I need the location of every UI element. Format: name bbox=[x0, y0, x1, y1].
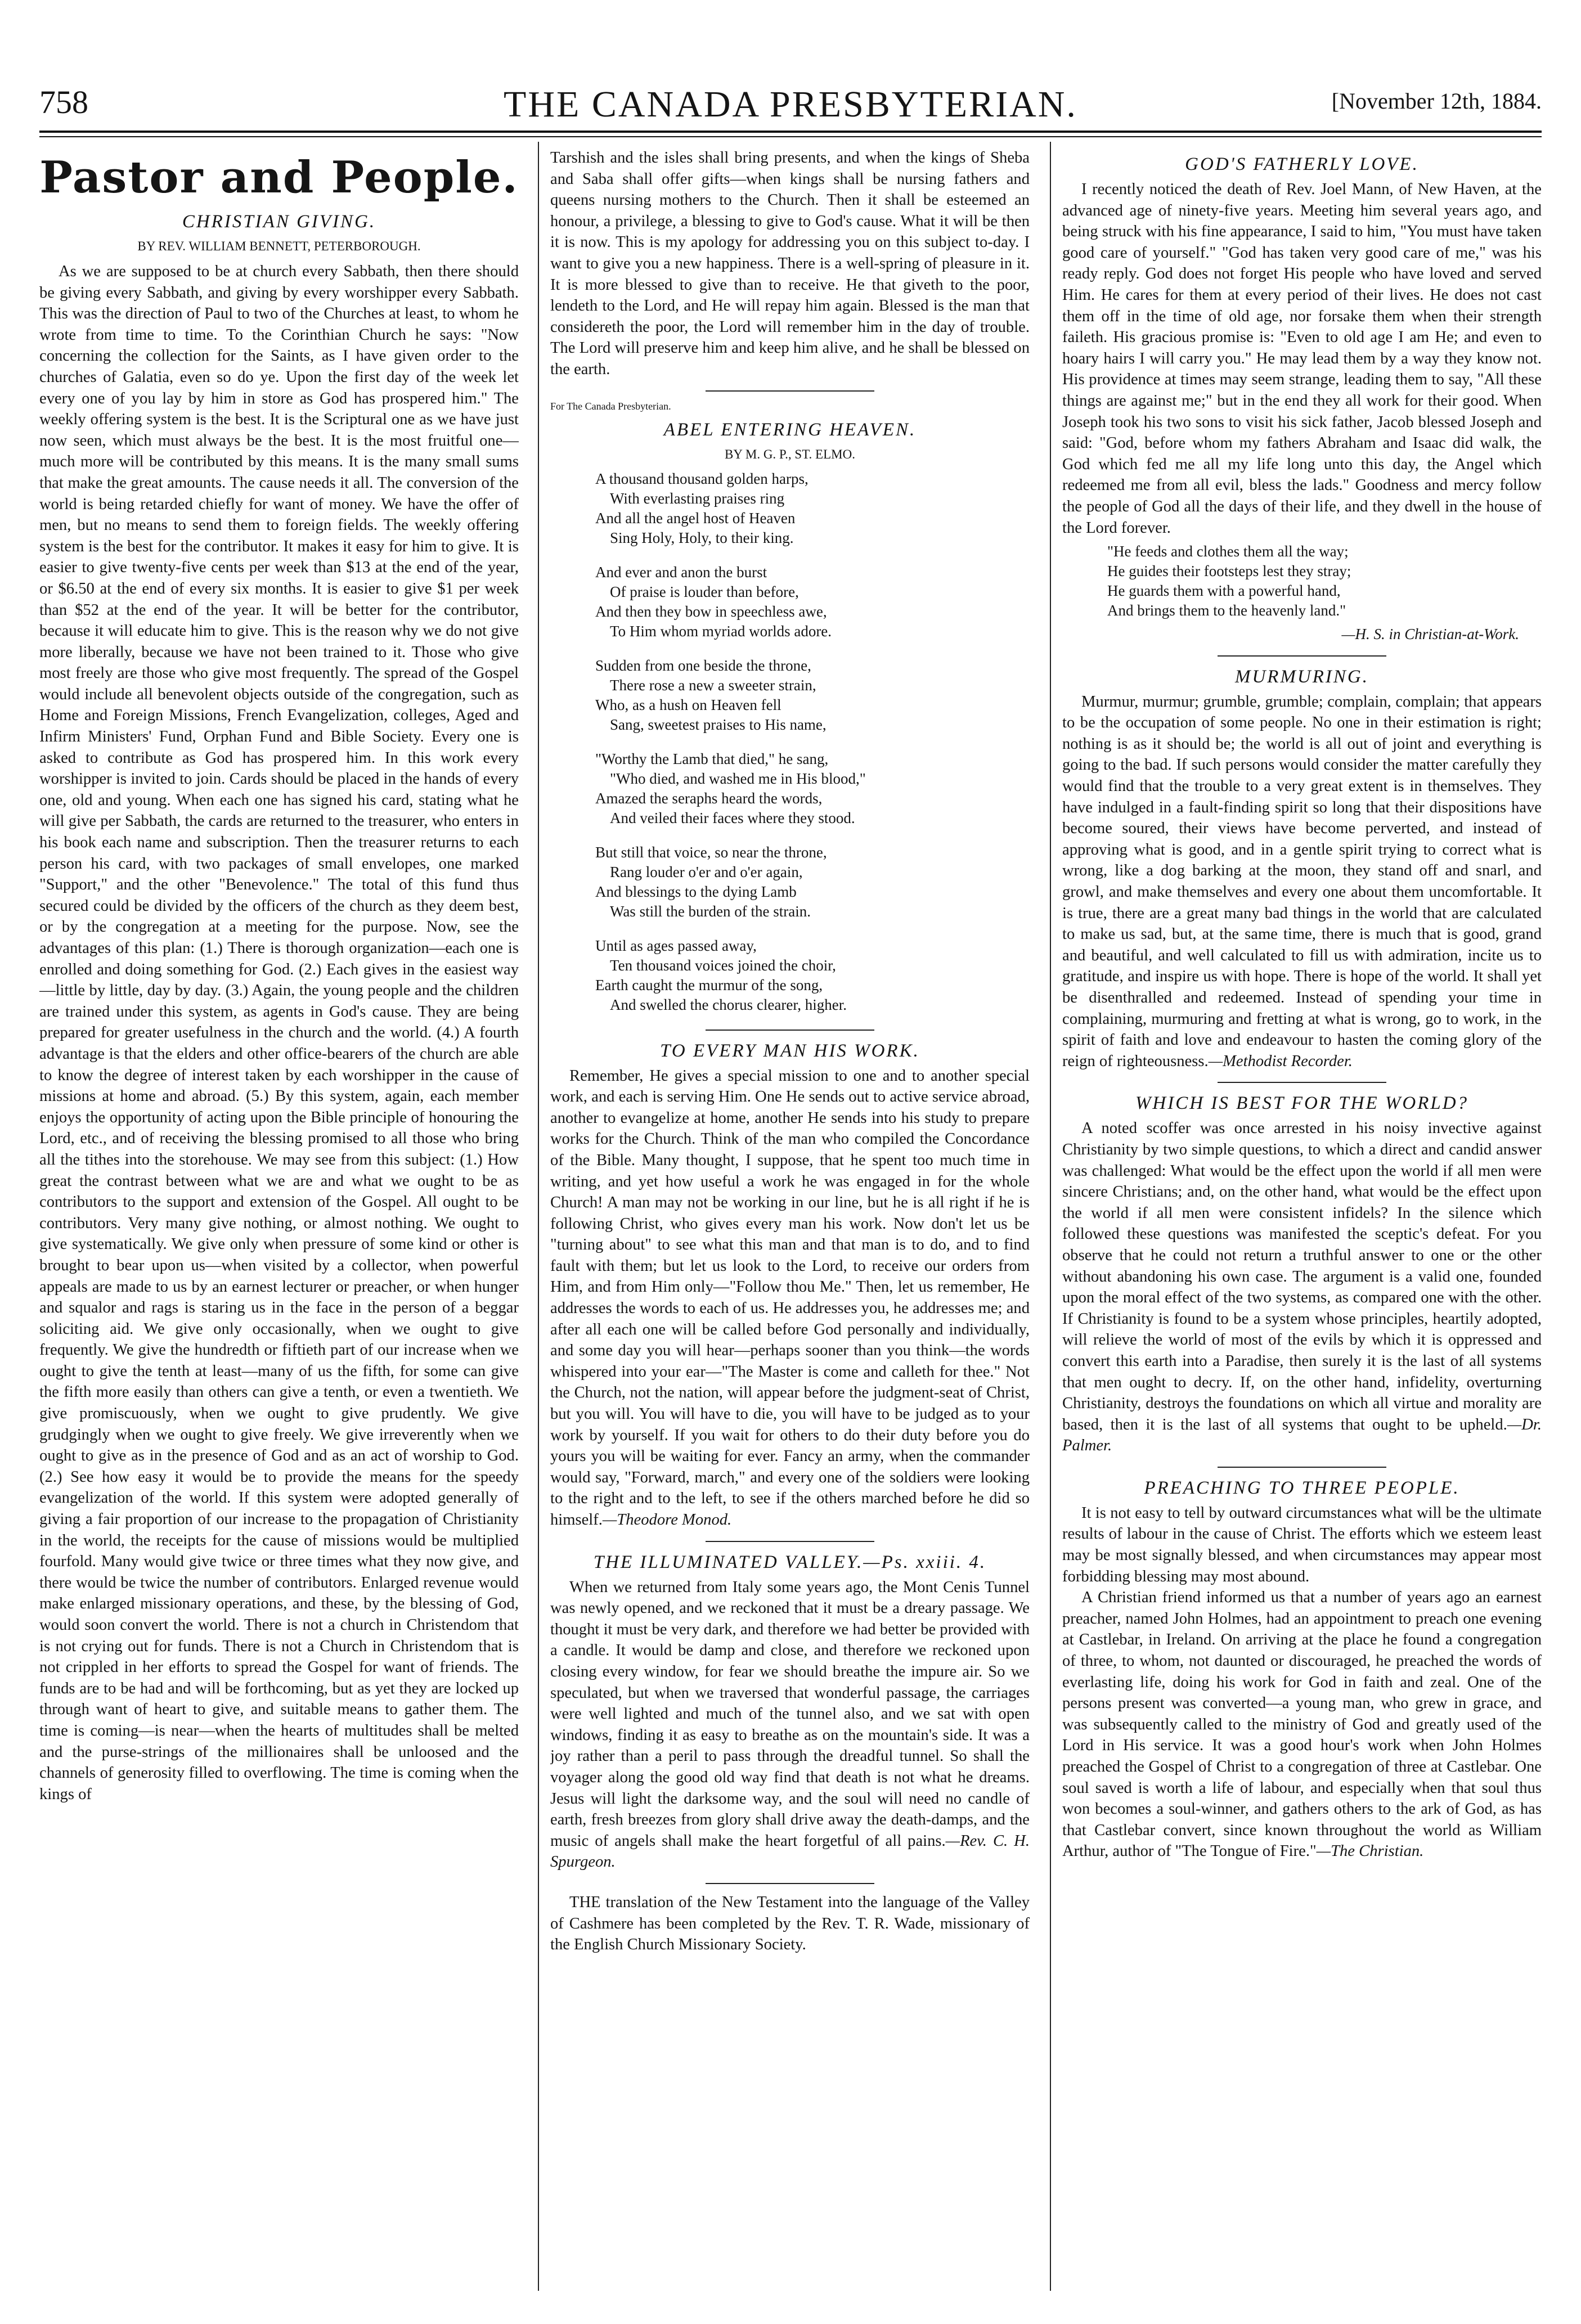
column-1 bbox=[39, 147, 519, 2291]
article-title: THE ILLUMINATED VALLEY.—Ps. xxiii. 4. bbox=[593, 1552, 987, 1572]
section-rule bbox=[1218, 1467, 1386, 1468]
poem-stanza bbox=[595, 656, 1030, 735]
poem-line: And then they bow in speechless awe, bbox=[595, 603, 827, 620]
poem-line: Was still the burden of the strain. bbox=[610, 902, 811, 920]
poem bbox=[595, 469, 1030, 1015]
poem-line: But still that voice, so near the throne, bbox=[595, 843, 827, 861]
poem-line: Rang louder o'er and o'er again, bbox=[610, 863, 803, 880]
poem-stanza bbox=[595, 563, 1030, 641]
header-rule bbox=[39, 131, 1542, 133]
poem-line: Earth caught the murmur of the song, bbox=[595, 976, 823, 994]
column-2 bbox=[550, 147, 1030, 2291]
article-title: TO EVERY MAN HIS WORK. bbox=[660, 1040, 920, 1061]
article-title: CHRISTIAN GIVING. bbox=[182, 212, 376, 232]
quoted-verse bbox=[1107, 542, 1542, 621]
article-paragraph bbox=[1062, 691, 1542, 1072]
article-text: Remember, He gives a special mission to one and to another special work, and each is serving Him. One He sends out to active service abroad, another to evangelize at home, another He sends into his study to prepare works for the Church. Think of the man who compiled the Concordance of the Bible. Many thought, I suppose, that he spent too much time in writing, and yet how useful a work he was engaged in for the whole Church! A man may not be working in our line, but he is all right if he is following Christ, who gives every man his work. Now don't let us be "turning about" to see what this man and that man is to do, and to find fault with them; but let us look to the Lord, to receive our orders from Him, and from Him only—"Follow thou Me." Then, let us remember, He addresses the words to each of us. He addresses you, he addresses me; and after all each one will be called before God personally and individually, and some day you will hear—perhaps sooner than you think—the words whispered into your ear—"The Master is come and calleth for thee." Not the Church, not the nation, will appear before the judgment-seat of Christ, but you will. You will have to die, you will have to be judged as to your work by yourself. If you wait for others to do their duty before you do yours you will be waiting for ever. Fancy an army, when the commander would say, "Forward, march," and every one of the soldiers were looking to the right and to the left, to see if the others marched before he did so himself. bbox=[550, 1067, 1030, 1529]
poem-line: Of praise is louder than before, bbox=[610, 583, 799, 600]
article-paragraph bbox=[1062, 1587, 1542, 1862]
poem-attribution: For The Canada Presbyterian. bbox=[550, 400, 671, 412]
poem-stanza bbox=[595, 843, 1030, 921]
section-rule bbox=[1218, 1082, 1386, 1083]
verse-line: And brings them to the heavenly land." bbox=[1107, 602, 1346, 619]
issue-date: [November 12th, 1884. bbox=[1331, 88, 1542, 114]
poem-stanza bbox=[595, 469, 1030, 548]
article-source: —Dr. Palmer. bbox=[1062, 1415, 1542, 1455]
section-rule bbox=[1218, 655, 1386, 657]
poem-line: And blessings to the dying Lamb bbox=[595, 883, 797, 900]
article-text: When we returned from Italy some years ago, the Mont Cenis Tunnel was newly opened, and we reckoned that it must be a dreary passage. We thought it must be very dark, and therefore we had better be provided with a candle. It would be damp and close, and therefore we reckoned upon closing every window, for fear we should breathe the impure air. So we speculated, but when we traversed that wonderful passage, the carriages were well lighted and much of the tunnel also, and we sat with open windows, finding it as easy to breathe as on the mountain's side. It was a joy rather than a peril to pass through the dreadful tunnel. So shall the voyager along the good old way find that death is not what he dreams. Jesus will light the darksome way, and the soul will need no candle of earth, fresh breezes from glory shall drive away the death-damps, and the music of angels shall make the heart forgetful of all pains. bbox=[550, 1578, 1030, 1850]
article-paragraph: As we are supposed to be at church every Sabbath, then there should be giving every Sabbath, and giving by every worshipper every Sabbath. This was the direction of Paul to two of the Churches at least, to whom he wrote from time to time. To the Corinthian Church he says: "Now concerning the collection for the Saints, as I have given order to the churches of Galatia, even so do ye. Upon the first day of the week let every one of you lay by him in store as God has prospered him." The weekly offering system is the best. It is the Scriptural one as we have just now seen, which must always be the best. It is the most fruitful one—much more will be contributed by this means. It is the many small sums that make the great amounts. The cause needs it all. The conversion of the world is being retarded chiefly for want of money. We have the offer of men, but no means to send them to foreign fields. The weekly offering system is the best for the contributor. It makes it easy for him to give. It is easier to give twenty-five cents per week than $13 at the end of the year, or $6.50 at the end of every six months. It is easier to give $1 per week than $52 at the end of the year. It will be better for the contributor, because it will educate him to give. This is the reason why we do not give more liberally, because we have not been trained to it. Those who give most freely are those who give most frequently. The spread of the Gospel would include all benevolent objects outside of the congregation, such as Home and Foreign Missions, French Evangelization, colleges, Aged and Infirm Ministers' Fund, Orphan Fund and Bible Society. Every one is asked to contribute as God has prospered him. In this work every worshipper is invited to join. Cards should be placed in the hands of every one, old and young. When each one has signed his card, stating what he will give per Sabbath, the cards are returned to the treasurer, who enters in his book each name and subscription. Then the treasurer returns to each person his card, with two packages of small envelopes, one marked "Support," and the other "Benevolence." The total of this fund thus secured could be divided by the officers of the church as they deem best, or by the congregation at a meeting for the purpose. Now, see the advantages of this plan: (1.) There is thorough organization—each one is enrolled and doing something for God. (2.) Each gives in the easiest way—little by little, day by day. (3.) Again, the young people and the children are trained under this system, as agents in God's cause. They are being prepared for greater usefulness in the church and the world. (4.) A fourth advantage is that the elders and other office-bearers of the church are able to know the degree of interest taken by each worshipper in the cause of missions at home and abroad. (5.) By this system, again, each member enjoys the opportunity of acting upon the Bible principle of honouring the Lord, etc., and of receiving the blessing promised to all those who bring all the tithes into the storehouse. We may see from this subject: (1.) How great the contrast between what we are and what we ought to be as contributors to the support and extension of the Gospel. All ought to be contributors. Very many give nothing, or almost nothing. We ought to give systematically. We give only when pressure of some kind or other is brought to bear upon us—when visited by a collector, when powerful appeals are made to us by an earnest lecturer or preacher, or when hunger and squalor and rags is staring us in the face in the person of a beggar soliciting aid. We give only occasionally, when we ought to give frequently. We give the hundredth or fiftieth part of our increase when we ought to give the tenth at least—many of us the fifth, for some can give the fifth more easily than others can give a tenth, or even a twentieth. We give promiscuously, when we ought to give prudently. We give grudgingly when we ought to give freely. We give irreverently when we ought to give as in the presence of God and as an act of worship to God. (2.) See how easy it would be to provide the means for the speedy evangelization of the world. If this system were adopted generally of giving a fair proportion of our increase to the propagation of Christianity in the world, the receipts for the cause of missions would be multiplied fourfold. Many would give twice or three times what they now give, and there would be twice the number of contributors. Enlarged revenue would make enlarged missionary operations, and these, by the blessing of God, would soon convert the world. There is not a church in Christendom that is not crying out for funds. There is not a Church in Christendom that is not crippled in her efforts to spread the Gospel for want of friends. The funds are to be had and will be forthcoming, but as yet they are locked up through want of heart to give, and suitable means to gather them. The time is coming—is near—when the hearts of multitudes shall be melted and the purse-strings of the millionaires shall be unloosed and the channels of generosity filled to overflowing. The time is coming when the kings of bbox=[39, 263, 519, 1803]
poem-title: ABEL ENTERING HEAVEN. bbox=[663, 419, 917, 440]
poem-line: There rose a new a sweeter strain, bbox=[610, 676, 816, 694]
article-continuation: Tarshish and the isles shall bring presents, and when the kings of Sheba and Saba shall offer gifts—when kings shall be nursing fathers and queens nursing mothers to the Church. Then it shall be esteemed an honour, a privilege, a blessing to give to God's cause. What it will be then it is now. This is my apology for addressing you on this subject to-day. I want to give you a new happiness. There is a well-spring of pleasure in it. It is more blessed to give than to receive. He that giveth to the poor, lendeth to the Lord, and He will repay him again. Blessed is the man that considereth the poor, the Lord will remember him in the day of trouble. The Lord will preserve him and keep him alive, and he shall be blessed on the earth. bbox=[550, 149, 1030, 378]
article-title: GOD'S FATHERLY LOVE. bbox=[1185, 154, 1419, 174]
section-rule bbox=[706, 1883, 874, 1884]
article-text: Murmur, murmur; grumble, grumble; complain, complain; that appears to be the occupation of some people. No one in their estimation is right; nothing is as it should be; the world is all out of joint and everything is going to the bad. If such persons would consider the matter carefully they would find that the trouble to a very great extent is in themselves. They have indulged in a fault-finding spirit so long that their dispositions have become soured, their views have become perverted, and instead of approving what is good, and in a gentle spirit trying to correct what is wrong, like a dog barking at the moon, they stand off and snarl, and growl, and make themselves and every one about them uncomfortable. It is true, there are a great many bad things in the world that are calculated to make us sad, but, at the same time, there is much that is good, grand and beautiful, and well calculated to fill us with admiration, incite us to gratitude, and inspire us with hope. There is hope of the world. It shall yet be disenthralled and redeemed. Instead of spending your time in complaining, murmuring and fretting at what is wrong, go to work, in the spirit of faith and love and endeavour to hasten the coming glory of the reign of righteousness. bbox=[1062, 693, 1542, 1070]
article-title: WHICH IS BEST FOR THE WORLD? bbox=[1135, 1093, 1469, 1114]
section-rule bbox=[706, 1541, 874, 1542]
poem-stanza bbox=[595, 749, 1030, 828]
section-rule bbox=[706, 1030, 874, 1031]
article-title: PREACHING TO THREE PEOPLE. bbox=[1144, 1477, 1460, 1498]
article-source: —Theodore Monod. bbox=[602, 1511, 732, 1529]
poem-line: Amazed the seraphs heard the words, bbox=[595, 789, 823, 807]
poem-line: Sing Holy, Holy, to their king. bbox=[610, 529, 794, 546]
poem-line: With everlasting praises ring bbox=[610, 489, 785, 507]
news-item: THE translation of the New Testament into the language of the Valley of Cashmere has been completed by the Rev. T. R. Wade, missionary of the English Church Missionary Society. bbox=[550, 1893, 1030, 1954]
poem-line: And veiled their faces where they stood. bbox=[610, 809, 855, 826]
poem-line: Ten thousand voices joined the choir, bbox=[610, 956, 836, 974]
poem-line: "Worthy the Lamb that died," he sang, bbox=[595, 750, 829, 767]
page-number: 758 bbox=[39, 84, 88, 120]
poem-line: Who, as a hush on Heaven fell bbox=[595, 696, 781, 713]
verse-line: He guards them with a powerful hand, bbox=[1107, 582, 1341, 600]
poem-line: And ever and anon the burst bbox=[595, 563, 767, 581]
article-source: —Methodist Recorder. bbox=[1208, 1052, 1353, 1070]
column-3 bbox=[1062, 147, 1542, 2291]
article-source: —H. S. in Christian-at-Work. bbox=[1341, 626, 1519, 643]
article-paragraph: I recently noticed the death of Rev. Joel Mann, of New Haven, at the advanced age of ninety-five years. Meeting him several years ago, and being struck with his fine appearance, I said to him, "You must have taken good care of yourself." "God has taken very good care of me," was his ready reply. God does not forget His people who have loved and served Him. He cares for them at every period of their lives. He does not cast them off in the time of old age, nor forsake them when their strength faileth. His gracious promise is: "Even to old age I am He; and even to hoary hairs I will carry you." He may lead them by a way they know not. His providence at times may seem strange, leading them to say, "All these things are against me;" but in the end they all work for their good. When Joseph took his two sons to visit his sick father, Jacob blessed Joseph and said: "God, before whom my fathers Abraham and Isaac did walk, the God which fed me all my life long unto this day, the Angel which redeemed me from all evil, bless the lads." Goodness and mercy follow the people of God all the days of their life, and they dwell in the house of the Lord forever. bbox=[1062, 181, 1542, 537]
article-source: —Rev. C. H. Spurgeon. bbox=[550, 1832, 1030, 1871]
article-text: A Christian friend informed us that a number of years ago an earnest preacher, named John Holmes, had an appointment to preach one evening at Castlebar, in Ireland. On arriving at the place he found a congregation of three, to whom, not daunted or discouraged, he preached the words of everlasting life, doing his work for God in faith and zeal. One of the persons present was converted—a young man, who grew in grace, and was subsequently called to the ministry of God and greatly used of the Lord in His service. It was a good hour's work when John Holmes preached the Gospel of Christ to a congregation of three at Castlebar. One soul saved is worth a life of labour, and especially when that soul thus won becomes a soul-winner, and gathers others to the ark of God, as has that Castlebar convert, since known throughout the world as William Arthur, author of "The Tongue of Fire." bbox=[1062, 1589, 1542, 1860]
poem-line: "Who died, and washed me in His blood," bbox=[610, 770, 866, 787]
header-rule-thin bbox=[39, 136, 1542, 137]
department-heading: Pastor and People. bbox=[39, 152, 519, 203]
verse-line: He guides their footsteps lest they stray; bbox=[1107, 563, 1351, 580]
poem-line: And swelled the chorus clearer, higher. bbox=[610, 996, 847, 1013]
article-byline: BY REV. WILLIAM BENNETT, PETERBOROUGH. bbox=[137, 239, 421, 253]
poem-byline: BY M. G. P., ST. ELMO. bbox=[725, 447, 855, 461]
poem-line: Sudden from one beside the throne, bbox=[595, 657, 811, 674]
poem-line: To Him whom myriad worlds adore. bbox=[610, 622, 832, 640]
poem-stanza bbox=[595, 936, 1030, 1015]
article-text: A noted scoffer was once arrested in his noisy invective against Christianity by two simple questions, to which a direct and candid answer was challenged: What would be the effect upon the world if all men were sincere Christians; and, on the other hand, what would be the effect upon the world if all men were consistent infidels? In the silence which followed these questions was manifested the sceptic's defeat. For you observe that he could not return a truthful answer to one or the other without abandoning his own case. The argument is a valid one, founded upon the moral effect of the two systems, as compared one with the other. If Christianity is found to be a system whose principles, heartily adopted, will relieve the world of most of the evils by which it is oppressed and convert this earth into a Paradise, then surely it is the last of all systems that men ought to decry. If, on the other hand, infidelity, overturning Christianity, destroys the foundations on which all virtue and morality are based, then it is the last of all systems that ought to be upheld. bbox=[1062, 1120, 1542, 1433]
article-paragraph bbox=[550, 1577, 1030, 1873]
poem-line: A thousand thousand golden harps, bbox=[595, 470, 809, 487]
article-paragraph: It is not easy to tell by outward circumstances what will be the ultimate results of labour in the cause of Christ. The efforts which we esteem least may be most signally blessed, and when circumstances may appear most forbidding blessing may most abound. bbox=[1062, 1504, 1542, 1585]
column-divider bbox=[1050, 142, 1051, 2291]
poem-line: Sang, sweetest praises to His name, bbox=[610, 716, 827, 733]
poem-line: Until as ages passed away, bbox=[595, 937, 757, 954]
article-paragraph bbox=[1062, 1118, 1542, 1457]
section-rule bbox=[706, 390, 874, 392]
masthead: THE CANADA PRESBYTERIAN. bbox=[504, 84, 1077, 125]
article-title: MURMURING. bbox=[1234, 666, 1369, 687]
column-divider bbox=[538, 142, 539, 2291]
article-source: —The Christian. bbox=[1316, 1842, 1424, 1860]
article-paragraph bbox=[550, 1066, 1030, 1531]
poem-line: And all the angel host of Heaven bbox=[595, 509, 796, 527]
verse-line: "He feeds and clothes them all the way; bbox=[1107, 543, 1349, 560]
